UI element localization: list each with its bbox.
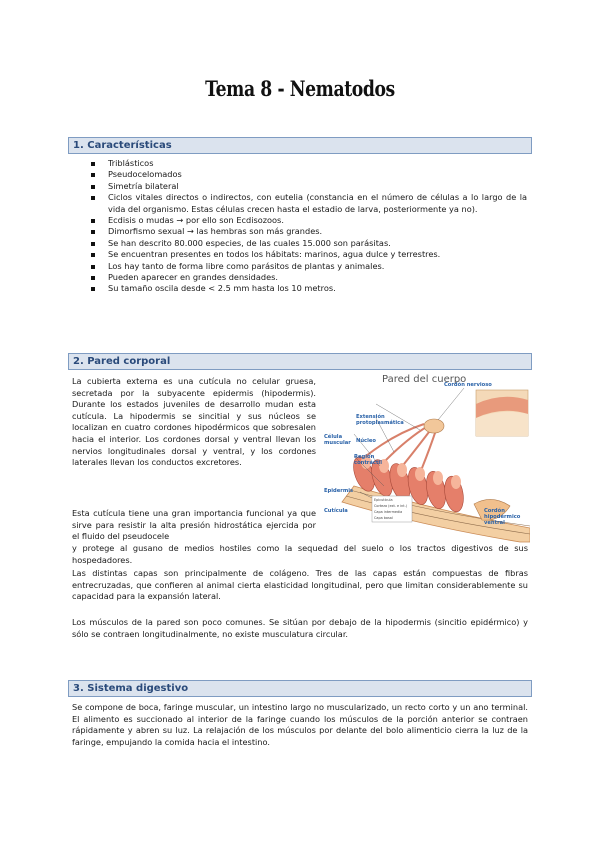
label-epidermis: Epidermis	[324, 488, 354, 494]
list-item: Se encuentran presentes en todos los hábitats: marinos, agua dulce y terrestres.	[72, 249, 527, 260]
paragraph-musculos: Los músculos de la pared son poco comunes. Se sitúan por debajo de la hipodermis (sincitio epidérmico) y sólo se contraen longitudinalmente, no existe musculatura circular.	[72, 617, 528, 639]
list-item: Simetría bilateral	[72, 181, 527, 192]
paragraph-funcion: Esta cutícula tiene una gran importancia funcional ya que sirve para resistir la alta presión hidrostática ejercida por el fluido del pseudocele	[72, 508, 316, 542]
label-capa-intermedia: Capa intermedia	[374, 510, 403, 514]
label-cordon-nervioso: Cordón nervioso	[444, 382, 492, 388]
figure-title: Pared del cuerpo	[382, 374, 467, 385]
paragraph-funcion-cont: y protege al gusano de medios hostiles como la sequedad del suelo o los tractos digestivos de sus hospedadores.	[72, 543, 528, 565]
section-heading-sistema-digestivo: 3. Sistema digestivo	[68, 680, 532, 697]
label-epicuticula: Epicutícula	[374, 498, 393, 502]
list-item: Su tamaño oscila desde < 2.5 mm hasta los 10 metros.	[72, 283, 527, 294]
label-region-contractil: Región contráctil	[354, 454, 382, 466]
page-title: Tema 8 - Nematodos	[205, 76, 395, 101]
label-nucleo: Núcleo	[356, 438, 376, 444]
body-wall-figure	[324, 374, 530, 544]
list-item: Pseudocelomados	[72, 169, 527, 180]
list-item: Dimorfismo sexual → las hembras son más grandes.	[72, 226, 527, 237]
label-extension: Extensión protoplasmática	[356, 414, 404, 426]
label-cuticula: Cutícula	[324, 508, 348, 514]
label-corteza: Corteza (ext. e int.)	[374, 504, 408, 508]
paragraph-cuticula: La cubierta externa es una cutícula no celular gruesa, secretada por la subyacente epidermis (hipodermis). Durante los estados juveniles de desarrollo mudan esta cutícula. La hipodermis se sincitial y sus núcleos se localizan en cuatro cordones hipodérmicos que sobresalen hacia el interior. Los cordones dorsal y ventral llevan los nervios longitudinales dorsal y ventral, y los cordones laterales llevan los conductos excretores.	[72, 376, 316, 468]
label-cordon-hipodermico: Cordón hipodérmico ventral	[484, 508, 521, 526]
list-item: Pueden aparecer en grandes densidades.	[72, 272, 527, 283]
label-celula-muscular: Célula muscular	[324, 434, 351, 446]
characteristics-list	[72, 158, 527, 295]
paragraph-capas: Las distintas capas son principalmente de colágeno. Tres de las capas están compuestas de fibras entrecruzadas, que confieren al animal cierta elasticidad longitudinal, pero que limitan considerablemente su capacidad para la expansión lateral.	[72, 568, 528, 602]
list-item: Triblásticos	[72, 158, 527, 169]
list-item: Ecdisis o mudas → por ello son Ecdisozoos.	[72, 215, 527, 226]
list-item: Los hay tanto de forma libre como parásitos de plantas y animales.	[72, 261, 527, 272]
section-heading-caracteristicas: 1. Características	[68, 137, 532, 154]
section-heading-pared-corporal: 2. Pared corporal	[68, 353, 532, 370]
list-item: Se han descrito 80.000 especies, de las cuales 15.000 son parásitas.	[72, 238, 527, 249]
label-capa-basal: Capa basal	[374, 516, 393, 520]
paragraph-digestivo: Se compone de boca, faringe muscular, un intestino largo no muscularizado, un recto corto y un ano terminal. El alimento es succionado al interior de la faringe cuando los músculos de la porción anterior se contraen rápidamente y abren su luz. La relajación de los músculos por delante del bolo alimenticio cierra la luz de la faringe, empujando la comida hacia el intestino.	[72, 702, 528, 747]
list-item: Ciclos vitales directos o indirectos, con eutelia (constancia en el número de células a lo largo de la vida del organismo. Estas células crecen hasta el estadio de larva, posteriormente ya no).	[72, 192, 527, 215]
